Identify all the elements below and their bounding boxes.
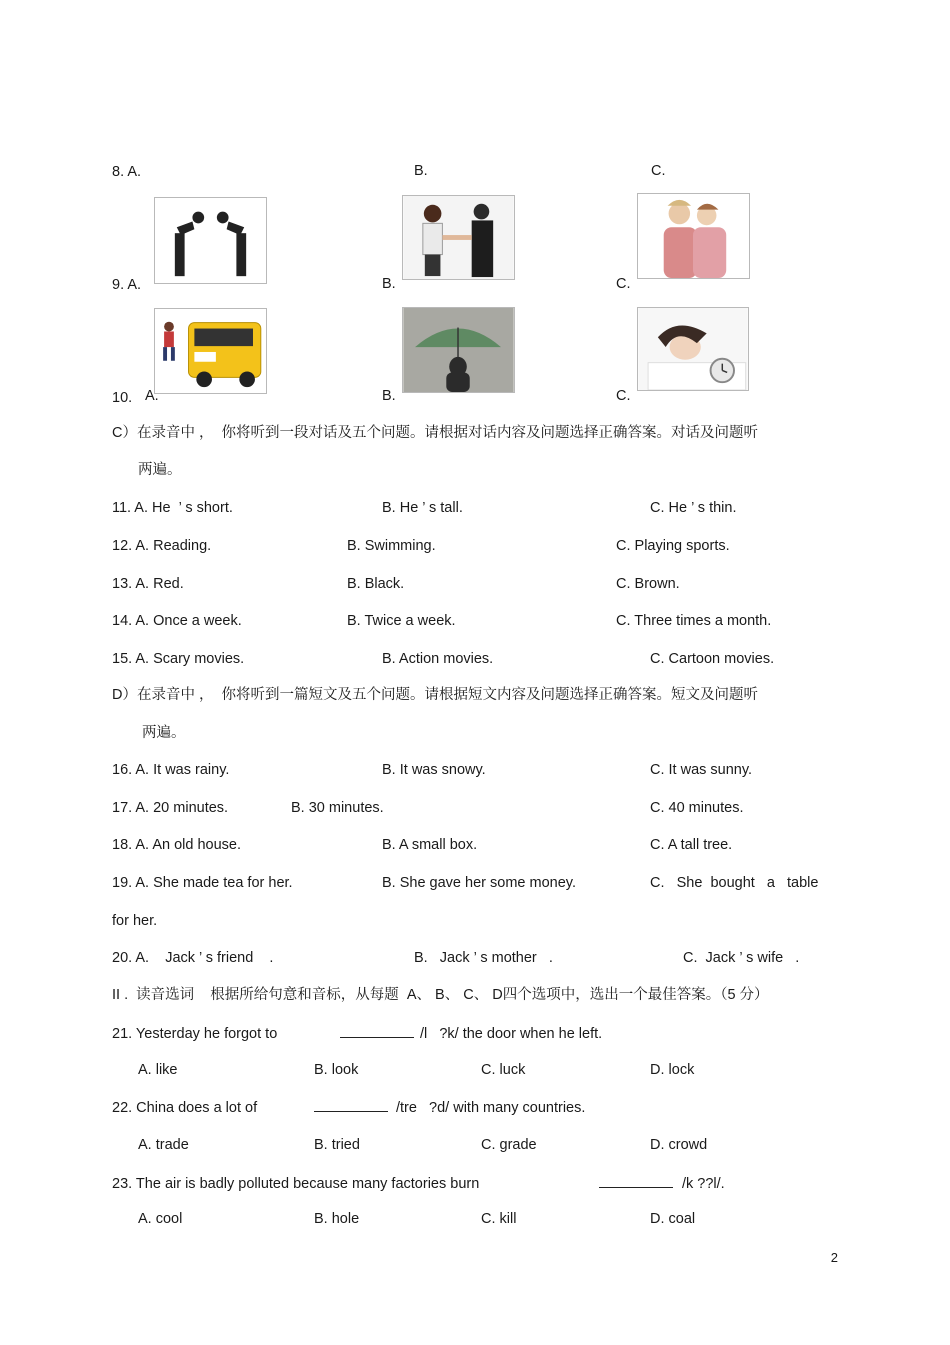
q21-option-d: D. lock [650,1062,695,1078]
q11-option-b: B. He ’ s tall. [382,500,463,516]
q9-option-b-label: B. [382,276,396,292]
q22-option-c: C. grade [481,1137,537,1153]
section-c-instruction-cont: 两遍。 [138,462,182,478]
q17-option-c: C. 40 minutes. [650,800,744,816]
q22-option-a: A. trade [138,1137,189,1153]
q16-option-b: B. It was snowy. [382,762,486,778]
q22-phonetic: /tre ?d/ with many countries. [396,1100,586,1116]
q14-option-b: B. Twice a week. [347,613,456,629]
q13-option-a: 13. A. Red. [112,576,184,592]
q10-option-b-label: B. [382,388,396,404]
q8-option-a-label: 8. A. [112,164,142,180]
q8-option-c-label: C. [651,163,666,179]
q15-option-b: B. Action movies. [382,651,494,667]
q21-option-c: C. luck [481,1062,526,1078]
girl-with-umbrella-in-rain-picture [402,307,515,393]
q17-option-a: 17. A. 20 minutes. [112,800,229,816]
q23-option-b: B. hole [314,1211,360,1227]
q20-option-a: 20. A. Jack ’ s friend . [112,950,274,966]
section-c-instruction: C）在录音中 ， 你将听到一段对话及五个问题。请根据对话内容及问题选择正确答案。对话及问题听 [112,425,759,441]
q9-option-c-label: C. [616,276,631,292]
q18-option-c: C. A tall tree. [650,837,733,853]
q10-option-c-label: C. [616,388,631,404]
bowing-men-picture [154,197,267,284]
q14-option-c: C. Three times a month. [616,613,772,629]
q13-option-c: C. Brown. [616,576,680,592]
q18-option-a: 18. A. An old house. [112,837,241,853]
q17-option-b: B. 30 minutes. [291,800,384,816]
handshake-picture [402,195,515,280]
q16-option-c: C. It was sunny. [650,762,753,778]
q20-option-b: B. Jack ’ s mother . [414,950,553,966]
section-d-instruction: D）在录音中 ， 你将听到一篇短文及五个问题。请根据短文内容及问题选择正确答案。短文及问题听 [112,687,759,703]
q21-option-a: A. like [138,1062,178,1078]
q10-option-a-label: A. [145,388,159,404]
q23-answer-blank[interactable] [599,1175,673,1188]
q22-answer-blank[interactable] [314,1099,388,1112]
q19-option-c-cont: for her. [112,913,158,929]
q23-option-a: A. cool [138,1211,183,1227]
q21-answer-blank[interactable] [340,1025,414,1038]
section-d-instruction-cont: 两遍。 [142,725,186,741]
q19-option-a: 19. A. She made tea for her. [112,875,293,891]
q19-option-c: C. She bought a table [650,875,819,891]
q21-stem: 21. Yesterday he forgot to [112,1026,278,1042]
q21-option-b: B. look [314,1062,359,1078]
q22-option-d: D. crowd [650,1137,708,1153]
q12-option-a: 12. A. Reading. [112,538,212,554]
q12-option-c: C. Playing sports. [616,538,730,554]
section-ii-instruction: II . 读音选词 根据所给句意和音标，从每题 A、 B、 C、 D四个选项中，选出一个最佳答案。（5 分） [112,987,769,1003]
q23-option-d: D. coal [650,1211,696,1227]
q11-option-a: 11. A. He ’ s short. [112,500,233,516]
q15-option-a: 15. A. Scary movies. [112,651,245,667]
q12-option-b: B. Swimming. [347,538,436,554]
q13-option-b: B. Black. [347,576,405,592]
q22-stem: 22. China does a lot of [112,1100,258,1116]
q21-phonetic: /l ?k/ the door when he left. [420,1026,603,1042]
q15-option-c: C. Cartoon movies. [650,651,775,667]
q10-number: 10. [112,390,133,406]
q8-option-b-label: B. [414,163,428,179]
q14-option-a: 14. A. Once a week. [112,613,242,629]
q22-option-b: B. tried [314,1137,360,1153]
running-boy-and-bus-picture [154,308,267,394]
sleeping-woman-with-alarm-clock-picture [637,307,749,391]
q23-option-c: C. kill [481,1211,517,1227]
page-number: 2 [830,1250,838,1265]
q16-option-a: 16. A. It was rainy. [112,762,230,778]
q11-option-c: C. He ’ s thin. [650,500,737,516]
q23-stem: 23. The air is badly polluted because many factories burn [112,1176,480,1192]
q20-option-c: C. Jack ’ s wife . [683,950,800,966]
hugging-women-picture [637,193,750,279]
q18-option-b: B. A small box. [382,837,478,853]
q23-phonetic: /k ??l/. [682,1176,725,1192]
q9-option-a-label: 9. A. [112,277,142,293]
q19-option-b: B. She gave her some money. [382,875,576,891]
